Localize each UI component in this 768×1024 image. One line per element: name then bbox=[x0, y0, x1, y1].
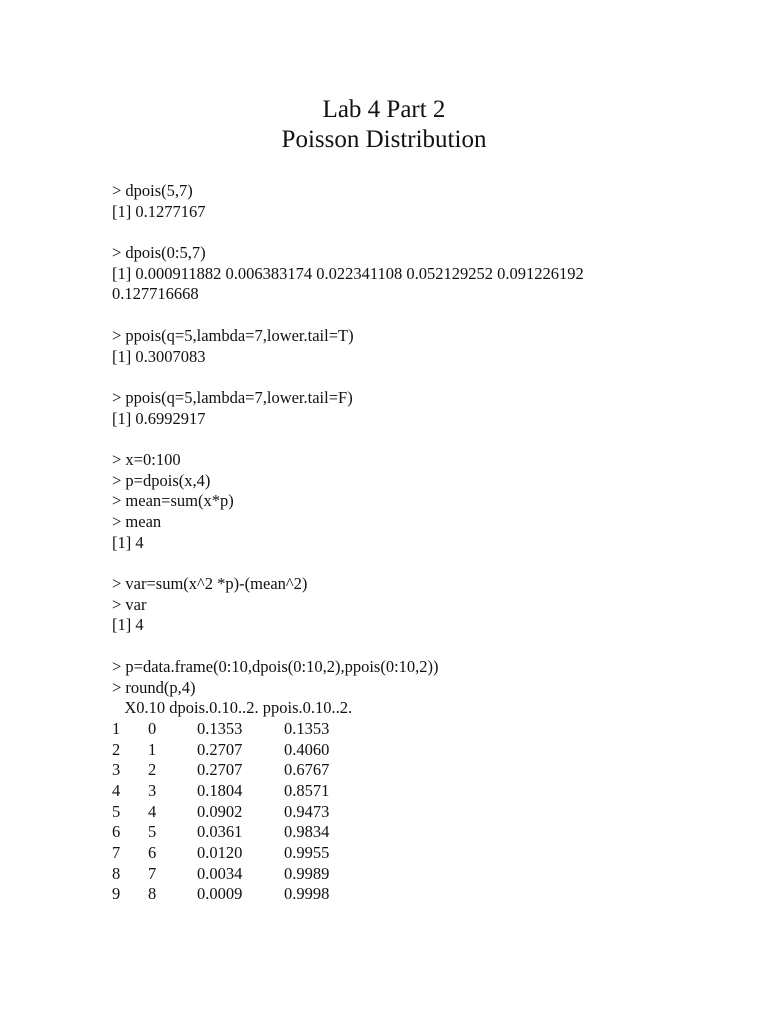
r-output-line: [1] 0.1277167 bbox=[112, 201, 206, 221]
ppois-value: 0.9473 bbox=[284, 801, 330, 821]
table-row bbox=[112, 760, 732, 781]
r-command-line: > round(p,4) bbox=[112, 677, 196, 697]
x-value: 4 bbox=[148, 801, 157, 821]
dpois-value: 0.1353 bbox=[197, 718, 243, 738]
dpois-value: 0.2707 bbox=[197, 760, 243, 780]
r-output-line: [1] 4 bbox=[112, 532, 144, 552]
document-subtitle: Poisson Distribution bbox=[281, 126, 487, 153]
r-command-line: > p=data.frame(0:10,dpois(0:10,2),ppois(0:10,2)) bbox=[112, 656, 439, 676]
ppois-value: 0.9834 bbox=[284, 822, 330, 842]
x-value: 3 bbox=[148, 780, 157, 800]
r-output-line: [1] 0.000911882 0.006383174 0.022341108 0.052129252 0.091226192 bbox=[112, 263, 584, 283]
table-row bbox=[112, 822, 732, 843]
blank-line bbox=[112, 305, 732, 326]
blank-line bbox=[112, 367, 732, 388]
blank-line bbox=[112, 429, 732, 450]
x-value: 6 bbox=[148, 843, 157, 862]
dpois-value: 0.2707 bbox=[197, 739, 243, 759]
ppois-value: 0.8571 bbox=[284, 780, 330, 800]
x-value: 0 bbox=[148, 718, 157, 738]
row-index: 4 bbox=[112, 780, 121, 800]
r-output-line: [1] 0.6992917 bbox=[112, 408, 206, 428]
ppois-value: 0.4060 bbox=[284, 739, 330, 759]
table-row bbox=[112, 843, 732, 864]
table-row bbox=[112, 884, 732, 905]
x-value: 1 bbox=[148, 739, 157, 759]
r-command-line: > mean bbox=[112, 512, 162, 531]
row-index: 2 bbox=[112, 739, 121, 759]
table-header: X0.10 dpois.0.10..2. ppois.0.10..2. bbox=[112, 698, 353, 718]
table-row bbox=[112, 802, 732, 823]
row-index: 6 bbox=[112, 822, 121, 842]
x-value: 8 bbox=[148, 884, 157, 904]
ppois-value: 0.9955 bbox=[284, 843, 330, 862]
r-console-output bbox=[112, 181, 732, 905]
r-command-line: > dpois(5,7) bbox=[112, 181, 193, 200]
x-value: 2 bbox=[148, 760, 157, 780]
row-index: 5 bbox=[112, 801, 121, 821]
blank-line bbox=[112, 222, 732, 243]
ppois-value: 0.9989 bbox=[284, 863, 330, 883]
dpois-value: 0.0009 bbox=[197, 884, 243, 904]
dpois-value: 0.1804 bbox=[197, 780, 243, 800]
r-command-line: > ppois(q=5,lambda=7,lower.tail=T) bbox=[112, 325, 354, 345]
table-row bbox=[112, 740, 732, 761]
x-value: 7 bbox=[148, 863, 157, 883]
document-title: Lab 4 Part 2 bbox=[322, 96, 446, 123]
blank-line bbox=[112, 553, 732, 574]
r-command-line: > x=0:100 bbox=[112, 449, 181, 469]
ppois-value: 0.1353 bbox=[284, 718, 330, 738]
r-command-line: > p=dpois(x,4) bbox=[112, 470, 211, 490]
table-row bbox=[112, 719, 732, 740]
table-row bbox=[112, 864, 732, 885]
row-index: 8 bbox=[112, 863, 121, 883]
table-row bbox=[112, 781, 732, 802]
r-command-line: > var bbox=[112, 594, 147, 614]
ppois-value: 0.9998 bbox=[284, 884, 330, 904]
r-command-line: > mean=sum(x*p) bbox=[112, 491, 234, 511]
r-command-line: > ppois(q=5,lambda=7,lower.tail=F) bbox=[112, 387, 353, 407]
row-index: 1 bbox=[112, 718, 121, 738]
row-index: 9 bbox=[112, 884, 121, 904]
r-output-line: [1] 0.3007083 bbox=[112, 346, 206, 366]
dpois-value: 0.0361 bbox=[197, 822, 243, 842]
dpois-value: 0.0034 bbox=[197, 863, 243, 883]
dpois-value: 0.0120 bbox=[197, 843, 243, 862]
r-command-line: > dpois(0:5,7) bbox=[112, 243, 206, 263]
r-output-line: 0.127716668 bbox=[112, 284, 199, 304]
ppois-value: 0.6767 bbox=[284, 760, 330, 780]
blank-line bbox=[112, 636, 732, 657]
x-value: 5 bbox=[148, 822, 157, 842]
dpois-value: 0.0902 bbox=[197, 801, 243, 821]
r-output-line: [1] 4 bbox=[112, 615, 144, 635]
row-index: 3 bbox=[112, 760, 121, 780]
r-command-line: > var=sum(x^2 *p)-(mean^2) bbox=[112, 574, 308, 594]
row-index: 7 bbox=[112, 843, 121, 862]
